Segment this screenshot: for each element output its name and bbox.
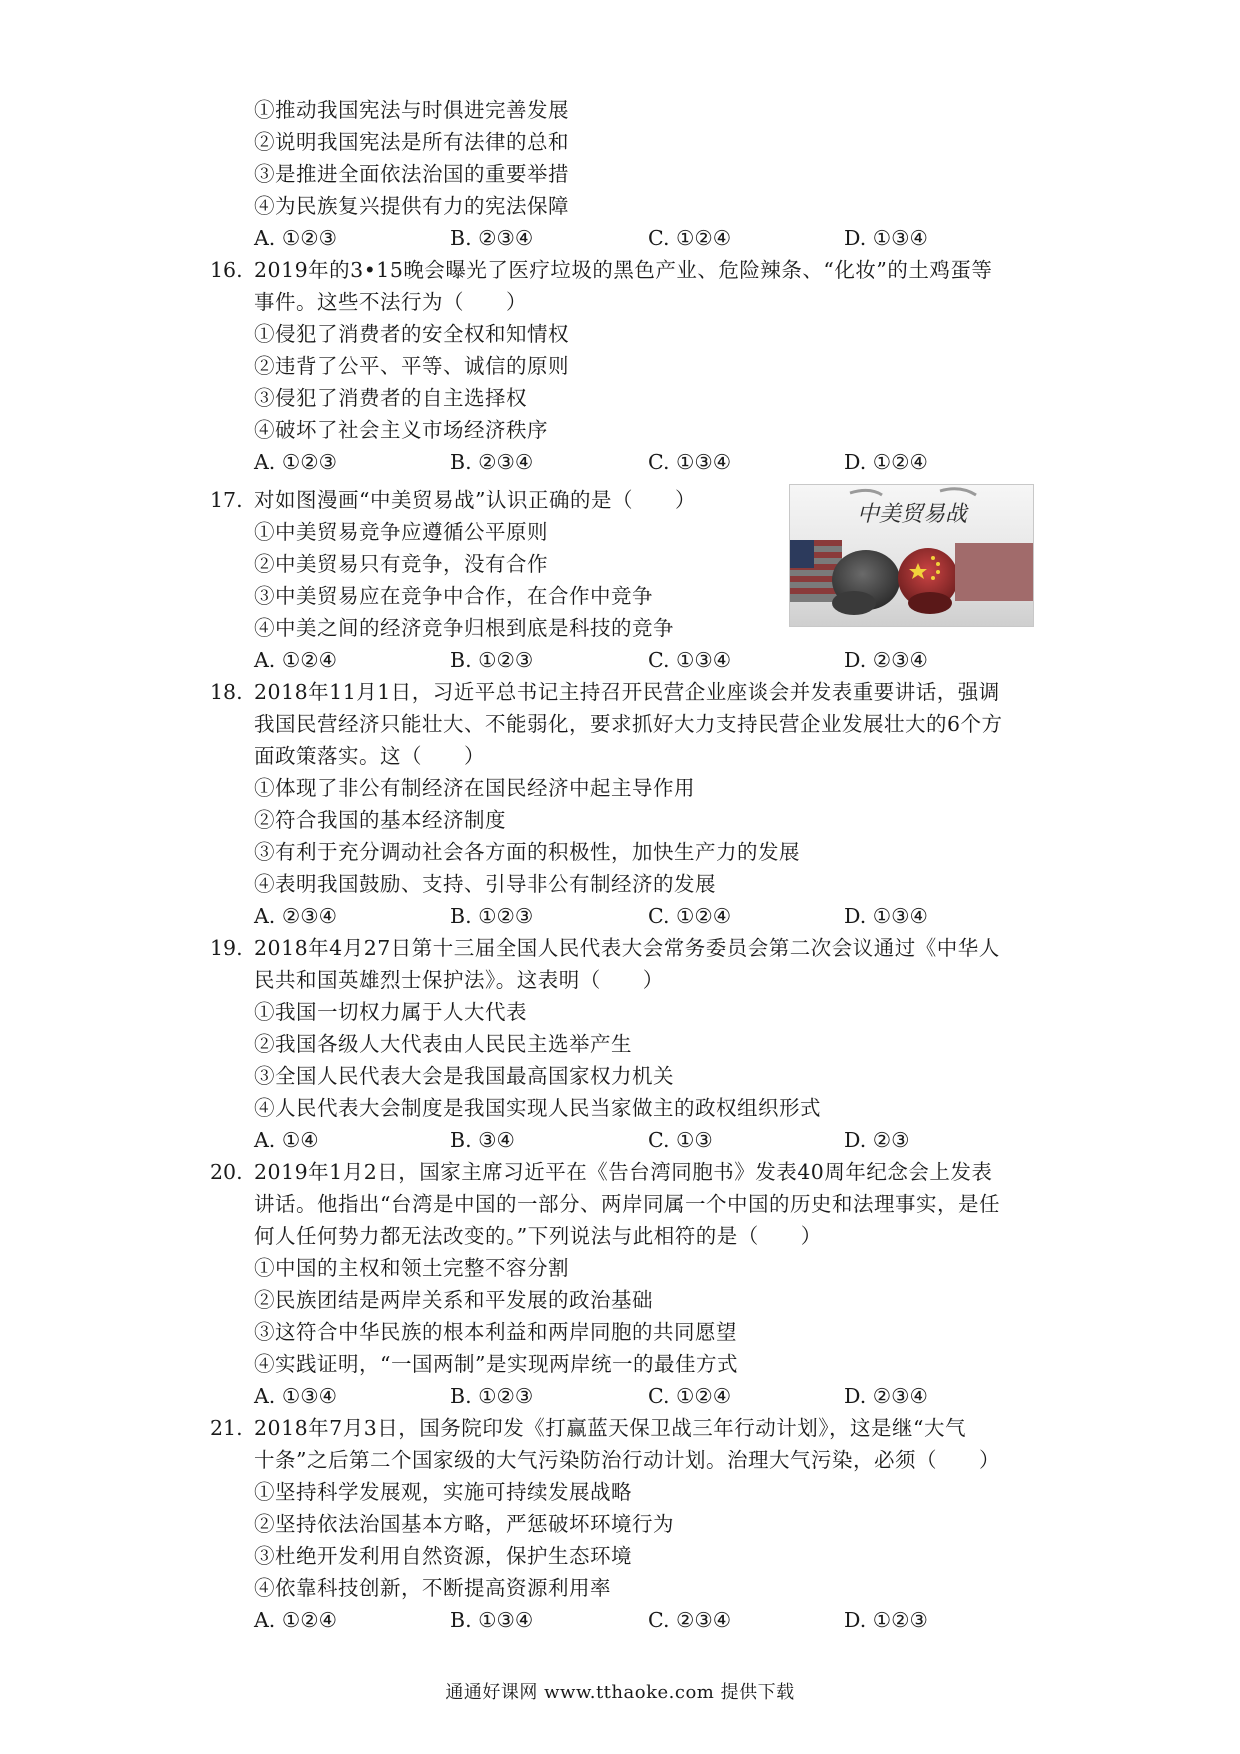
question-stem: 2018年11月1日，习近平总书记主持召开民营企业座谈会并发表重要讲话，强调 [254, 680, 1000, 704]
item-line: ①中美贸易竞争应遵循公平原则 [254, 520, 548, 544]
options-row [254, 1604, 994, 1636]
item-line: ②违背了公平、平等、诚信的原则 [254, 354, 569, 378]
item-line: ④破坏了社会主义市场经济秩序 [254, 418, 548, 442]
item-line: ④依靠科技创新，不断提高资源利用率 [254, 1576, 611, 1600]
option-c: C. ②③④ [648, 1608, 732, 1632]
option-a: A. ①②④ [254, 1608, 337, 1632]
item-line: ③有利于充分调动社会各方面的积极性，加快生产力的发展 [254, 840, 800, 864]
option-d: D. ①③④ [844, 904, 928, 928]
question-stem: 民共和国英雄烈士保护法》。这表明（ ） [254, 968, 664, 992]
option-d: D. ①②③ [844, 1608, 928, 1632]
question-stem: 面政策落实。这（ ） [254, 744, 485, 768]
options-row [254, 446, 994, 478]
item-line: ②中美贸易只有竞争，没有合作 [254, 552, 548, 576]
option-a: A. ①③④ [254, 1384, 337, 1408]
question-stem: 2018年4月27日第十三届全国人民代表大会常务委员会第二次会议通过《中华人 [254, 936, 1000, 960]
option-a: A. ①④ [254, 1128, 319, 1152]
item-line: ③是推进全面依法治国的重要举措 [254, 162, 569, 186]
option-d: D. ①③④ [844, 226, 928, 250]
option-b: B. ①②③ [450, 904, 534, 928]
option-a: A. ①②④ [254, 648, 337, 672]
options-row [254, 1124, 994, 1156]
question-stem: 对如图漫画“中美贸易战”认识正确的是（ ） [254, 488, 696, 512]
item-line: ④为民族复兴提供有力的宪法保障 [254, 194, 569, 218]
option-c: C. ①②④ [648, 904, 732, 928]
item-line: ③侵犯了消费者的自主选择权 [254, 386, 527, 410]
option-b: B. ③④ [450, 1128, 515, 1152]
option-d: D. ①②④ [844, 450, 928, 474]
option-c: C. ①③ [648, 1128, 713, 1152]
option-c: C. ①③④ [648, 648, 732, 672]
cartoon-drawing [790, 485, 1033, 626]
option-c: C. ①③④ [648, 450, 732, 474]
question-stem: 何人任何势力都无法改变的。”下列说法与此相符的是（ ） [254, 1224, 822, 1248]
option-b: B. ②③④ [450, 450, 534, 474]
item-line: ②符合我国的基本经济制度 [254, 808, 506, 832]
question-stem: 事件。这些不法行为（ ） [254, 290, 527, 314]
question-stem: 2019年的3•15晚会曝光了医疗垃圾的黑色产业、危险辣条、“化妆”的土鸡蛋等 [254, 258, 993, 282]
item-line: ③杜绝开发利用自然资源，保护生态环境 [254, 1544, 632, 1568]
question-stem: 2018年7月3日，国务院印发《打赢蓝天保卫战三年行动计划》，这是继“大气 [254, 1416, 966, 1440]
question-number: 21. [210, 1416, 243, 1440]
item-line: ③这符合中华民族的根本利益和两岸同胞的共同愿望 [254, 1320, 737, 1344]
question-number: 20. [210, 1160, 243, 1184]
options-row [254, 222, 994, 254]
item-line: ④实践证明，“一国两制”是实现两岸统一的最佳方式 [254, 1352, 738, 1376]
question-number: 17. [210, 488, 243, 512]
option-a: A. ②③④ [254, 904, 337, 928]
option-d: D. ②③④ [844, 1384, 928, 1408]
option-c: C. ①②④ [648, 1384, 732, 1408]
question-stem: 2019年1月2日，国家主席习近平在《告台湾同胞书》发表40周年纪念会上发表 [254, 1160, 993, 1184]
question-number: 19. [210, 936, 243, 960]
cartoon-title: 中美贸易战 [856, 502, 968, 527]
question-stem: 我国民营经济只能壮大、不能弱化，要求抓好大力支持民营企业发展壮大的6个方 [254, 712, 1003, 736]
option-c: C. ①②④ [648, 226, 732, 250]
trade-war-cartoon [789, 484, 1034, 627]
question-stem: 十条”之后第二个国家级的大气污染防治行动计划。治理大气污染，必须（ ） [254, 1448, 1000, 1472]
option-a: A. ①②③ [254, 450, 337, 474]
item-line: ①我国一切权力属于人大代表 [254, 1000, 527, 1024]
option-a: A. ①②③ [254, 226, 337, 250]
item-line: ④表明我国鼓励、支持、引导非公有制经济的发展 [254, 872, 716, 896]
option-b: B. ①②③ [450, 1384, 534, 1408]
option-b: B. ①②③ [450, 648, 534, 672]
item-line: ②民族团结是两岸关系和平发展的政治基础 [254, 1288, 653, 1312]
item-line: ①体现了非公有制经济在国民经济中起主导作用 [254, 776, 695, 800]
option-b: B. ①③④ [450, 1608, 534, 1632]
question-number: 16. [210, 258, 243, 282]
question-stem: 讲话。他指出“台湾是中国的一部分、两岸同属一个中国的历史和法理事实，是任 [254, 1192, 1000, 1216]
options-row [254, 644, 994, 676]
item-line: ①推动我国宪法与时俱进完善发展 [254, 98, 569, 122]
item-line: ③中美贸易应在竞争中合作，在合作中竞争 [254, 584, 653, 608]
item-line: ①坚持科学发展观，实施可持续发展战略 [254, 1480, 632, 1504]
item-line: ②说明我国宪法是所有法律的总和 [254, 130, 569, 154]
item-line: ①中国的主权和领土完整不容分割 [254, 1256, 569, 1280]
options-row [254, 1380, 994, 1412]
item-line: ①侵犯了消费者的安全权和知情权 [254, 322, 569, 346]
option-d: D. ②③④ [844, 648, 928, 672]
item-line: ④中美之间的经济竞争归根到底是科技的竞争 [254, 616, 674, 640]
option-b: B. ②③④ [450, 226, 534, 250]
page-footer: 通通好课网 www.tthaoke.com 提供下载 [445, 1682, 795, 1703]
item-line: ③全国人民代表大会是我国最高国家权力机关 [254, 1064, 674, 1088]
item-line: ②我国各级人大代表由人民民主选举产生 [254, 1032, 632, 1056]
options-row [254, 900, 994, 932]
item-line: ④人民代表大会制度是我国实现人民当家做主的政权组织形式 [254, 1096, 821, 1120]
question-number: 18. [210, 680, 243, 704]
option-d: D. ②③ [844, 1128, 910, 1152]
item-line: ②坚持依法治国基本方略，严惩破坏环境行为 [254, 1512, 674, 1536]
